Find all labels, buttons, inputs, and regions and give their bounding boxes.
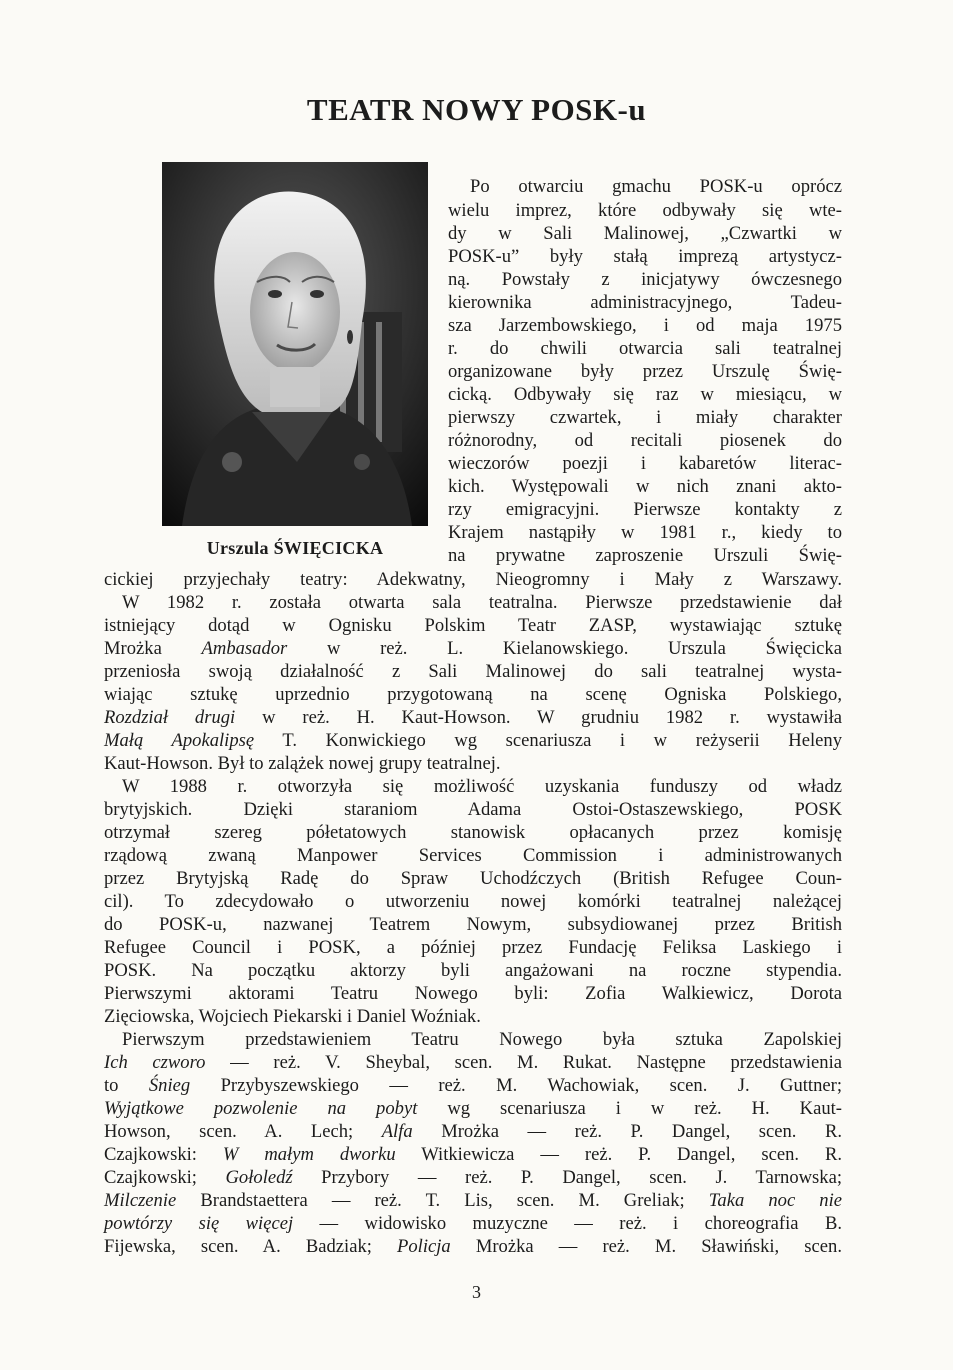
text-span: Refugee Council i POSK, a później przez Fundację Feliksa Laskiego i <box>104 937 842 958</box>
text-line <box>448 406 842 429</box>
text-span: na prywatne zaproszenie Urszuli Świę‑ <box>448 545 842 566</box>
text-span: Krajem nastąpiły w 1981 r., kiedy to <box>448 522 842 543</box>
text-span: Pierwszymi aktorami Teatru Nowego byli: Zofia Walkiewicz, Dorota <box>104 983 842 1004</box>
text-line <box>104 913 842 936</box>
photo-caption: Urszula ŚWIĘCICKA <box>206 538 384 558</box>
text-line <box>448 199 842 222</box>
text-span: kich. Występowali w nich znani akto- <box>448 476 842 497</box>
text-span: Pierwszym przedstawieniem Teatru Nowego była sztuka Zapolskiej <box>122 1029 842 1050</box>
text-span: organizowane były przez Urszulę Świę- <box>448 361 842 382</box>
text-span: wielu imprez, które odbywały się wte- <box>448 200 842 221</box>
text-line <box>448 222 842 245</box>
text-line <box>448 245 842 268</box>
text-line <box>122 1028 842 1051</box>
text-span: Czajkowski: <box>104 1144 223 1165</box>
italic-title: powtórzy się więcej <box>104 1213 294 1234</box>
text-span: rzy emigracyjni. Pierwsze kontakty z <box>448 499 842 520</box>
text-line <box>448 544 842 567</box>
text-span: r. do chwili otwarcia sali teatralnej <box>448 338 842 359</box>
italic-title: Śnieg <box>148 1075 191 1096</box>
text-line <box>104 1005 842 1028</box>
text-line <box>104 1120 842 1143</box>
text-span: Fijewska, scen. A. Badziak; <box>104 1236 398 1257</box>
text-line <box>104 798 842 821</box>
text-span: Brandstaettera — reż. T. Lis, scen. M. Greliak; <box>176 1190 709 1211</box>
text-span: Mrożka — reż. P. Dangel, scen. R. <box>412 1121 842 1142</box>
text-line <box>448 360 842 383</box>
text-line <box>470 175 842 198</box>
italic-title: Policja <box>397 1236 451 1257</box>
text-span: Mrożka <box>104 638 202 659</box>
text-span: — widowisko muzyczne — reż. i choreografia B. <box>293 1213 842 1234</box>
page-number: 3 <box>472 1282 481 1302</box>
text-span: cicką. Odbywały się raz w miesiącu, w <box>448 384 842 405</box>
text-line <box>104 844 842 867</box>
text-span: brytyjskich. Dzięki staraniom Adama Ostoi-Ostaszewskiego, POSK <box>104 799 842 820</box>
text-line <box>104 683 842 706</box>
text-line <box>104 1166 842 1189</box>
text-line <box>448 498 842 521</box>
text-span: to <box>104 1075 149 1096</box>
text-line <box>104 936 842 959</box>
text-line <box>448 452 842 475</box>
italic-title: Alfa <box>381 1121 413 1142</box>
text-span: w reż. L. Kielanowskiego. Urszula Święcicka <box>287 638 842 659</box>
text-line <box>122 591 842 614</box>
text-line <box>104 614 842 637</box>
text-span: przez Brytyjską Radę do Spraw Uchodźczych (British Refugee Coun- <box>104 868 842 889</box>
italic-title: Małą Apokalipsę <box>104 730 255 751</box>
text-span: cickiej przyjechały teatry: Adekwatny, Nieogromny i Mały z Warszawy. <box>104 569 842 590</box>
text-line <box>104 637 842 660</box>
italic-title: Milczenie <box>104 1190 177 1211</box>
text-span: wg scenariusza i w reż. H. Kaut- <box>417 1098 842 1119</box>
text-line <box>104 1143 842 1166</box>
text-line <box>448 337 842 360</box>
text-span: W 1982 r. została otwarta sala teatralna. Pierwsze przedstawienie dał <box>122 592 842 613</box>
text-line <box>104 729 842 752</box>
italic-title: W małym dworku <box>222 1144 396 1165</box>
text-line <box>104 1097 842 1120</box>
text-span: Kaut-Howson. Był to zalążek nowej grupy teatralnej. <box>104 753 501 774</box>
page-title: TEATR NOWY POSK-u <box>306 92 647 127</box>
text-line <box>448 291 842 314</box>
italic-title: Wyjątkowe pozwolenie na pobyt <box>104 1098 418 1119</box>
text-line <box>104 1189 842 1212</box>
text-span: Zięciowska, Wojciech Piekarski i Daniel Woźniak. <box>104 1006 481 1027</box>
text-span: wieczorów poezji i kabaretów literac- <box>448 453 842 474</box>
text-line <box>104 890 842 913</box>
text-line <box>104 1212 842 1235</box>
text-line <box>122 775 842 798</box>
text-span: cil). To zdecydowało o utworzeniu nowej komórki teatralnej należącej <box>104 891 842 912</box>
text-span: różnorodny, od recitali piosenek do <box>448 430 842 451</box>
text-span: w reż. H. Kaut-Howson. W grudniu 1982 r. wystawiła <box>235 707 842 728</box>
text-line <box>104 1235 842 1258</box>
italic-title: Gołoledź <box>225 1167 293 1188</box>
text-span: Mrożka — reż. M. Sławiński, scen. <box>450 1236 842 1257</box>
text-line <box>104 1051 842 1074</box>
text-line <box>104 660 842 683</box>
text-span: pierwszy czwartek, i miały charakter <box>448 407 842 428</box>
text-span: Witkiewicza — reż. P. Dangel, scen. R. <box>395 1144 843 1165</box>
text-line <box>448 268 842 291</box>
text-span: Czajkowski; <box>104 1167 226 1188</box>
text-span: — reż. V. Sheybal, scen. M. Rukat. Następne przedstawienia <box>205 1052 842 1073</box>
text-line <box>104 982 842 1005</box>
italic-title: Rozdział drugi <box>104 707 236 728</box>
text-span: POSK-u” były stałą imprezą artystycz- <box>448 246 842 267</box>
text-span: otrzymał szereg półetatowych stanowisk opłacanych przez komisję <box>104 822 842 843</box>
text-span: przeniosła swoją działalność z Sali Malinowej do sali teatralnej wysta- <box>104 661 842 682</box>
text-line <box>104 706 842 729</box>
text-line <box>104 821 842 844</box>
text-span: dy w Sali Malinowej, „Czwartki w <box>448 223 842 244</box>
text-line <box>104 959 842 982</box>
italic-title: Taka noc nie <box>708 1190 842 1211</box>
text-span: kierownika administracyjnego, Tadeu- <box>448 292 842 313</box>
italic-title: Ambasador <box>201 638 288 659</box>
italic-title: Ich czworo <box>104 1052 206 1073</box>
text-line <box>448 429 842 452</box>
text-line <box>448 314 842 337</box>
text-span: Howson, scen. A. Lech; <box>104 1121 382 1142</box>
text-line <box>104 568 842 591</box>
text-line <box>448 383 842 406</box>
text-line <box>104 1074 842 1097</box>
text-span: Po otwarciu gmachu POSK-u oprócz <box>470 176 842 197</box>
text-span: Przybory — reż. P. Dangel, scen. J. Tarnowska; <box>292 1167 842 1188</box>
text-line <box>448 521 842 544</box>
text-span: Przybyszewskiego — reż. M. Wachowiak, scen. J. Guttner; <box>190 1075 842 1096</box>
text-line <box>104 867 842 890</box>
text-line <box>448 475 842 498</box>
text-span: ną. Powstały z inicjatywy ówczesnego <box>448 269 842 290</box>
text-span: sza Jarzembowskiego, i od maja 1975 <box>448 315 842 336</box>
portrait-photo <box>162 162 428 526</box>
text-span: rządową zwaną Manpower Services Commission i administrowanych <box>104 845 842 866</box>
text-line <box>104 752 842 775</box>
text-span: wiając sztukę uprzednio przygotowaną na scenę Ogniska Polskiego, <box>104 684 842 705</box>
text-span: POSK. Na początku aktorzy byli angażowani na roczne stypendia. <box>104 960 842 981</box>
text-span: do POSK-u, nazwanej Teatrem Nowym, subsydiowanej przez British <box>104 914 842 935</box>
text-span: T. Konwickiego wg scenariusza i w reżyserii Heleny <box>254 730 842 751</box>
text-span: istniejący dotąd w Ognisku Polskim Teatr ZASP, wystawiając sztukę <box>104 615 842 636</box>
text-span: W 1988 r. otworzyła się możliwość uzyskania funduszy od władz <box>122 776 842 797</box>
